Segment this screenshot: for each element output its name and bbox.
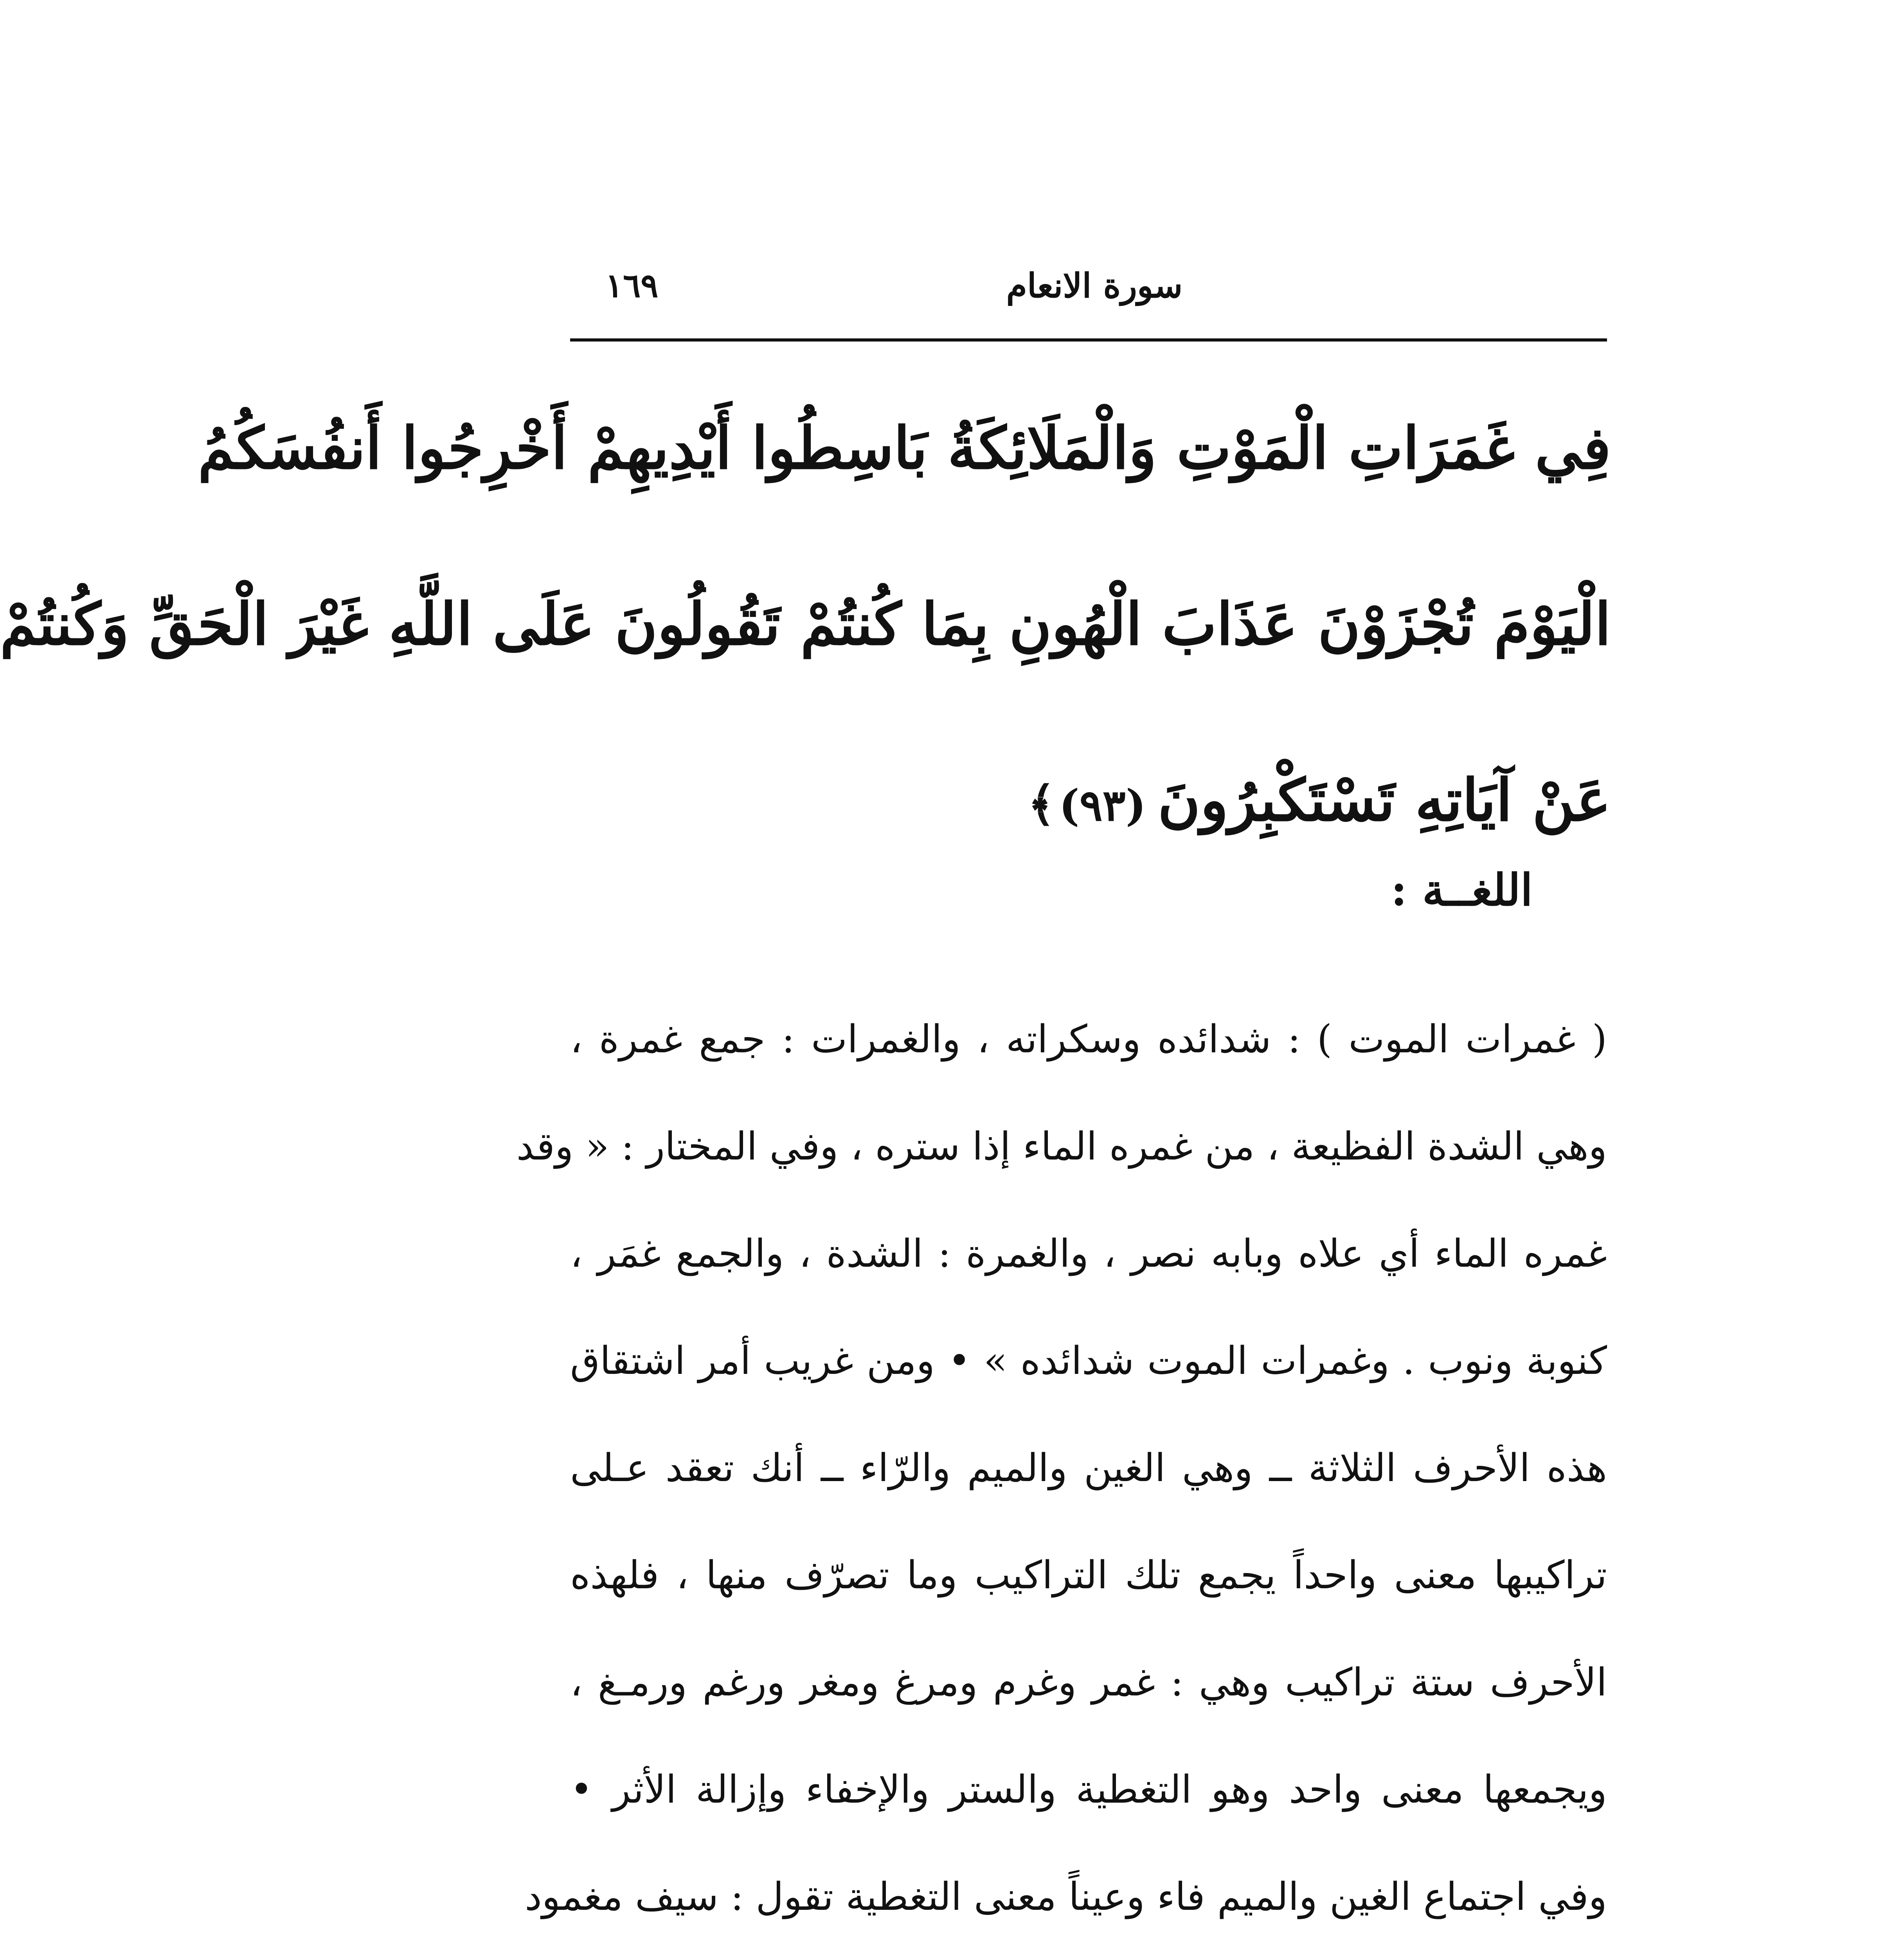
commentary-line: تراكيبها معنى واحداً يجمع تلك التراكيب وما تصرّف منها ، فلهذه	[570, 1553, 1607, 1598]
verse-line-3-text: عَنْ آيَاتِهِ تَسْتَكْبِرُونَ	[1157, 766, 1611, 834]
commentary-line: الأحرف ستة تراكيب وهي : غمر وغرم ومرغ ومغر ورغم ورمـغ ،	[570, 1660, 1607, 1705]
commentary-line: وهي الشدة الفظيعة ، من غمره الماء إذا ستره ، وفي المختار : « وقد	[516, 1124, 1607, 1169]
commentary-line: ويجمعها معنى واحد وهو التغطية والستر والإخفاء وإزالة الأثر •	[570, 1767, 1607, 1812]
ayah-number-marker: (٩٣)	[1059, 780, 1146, 831]
verse-line-2: الْيَوْمَ تُجْزَوْنَ عَذَابَ الْهُونِ بِمَا كُنتُمْ تَقُولُونَ عَلَى اللَّهِ غَيْرَ الْحَقِّ وَكُنتُمْ	[0, 590, 1611, 658]
commentary-line: ( غمرات الموت ) : شدائده وسكراته ، والغمرات : جمع غمرة ،	[570, 1017, 1607, 1062]
ayah-number: ٩٣	[1079, 780, 1126, 831]
running-header	[570, 250, 1607, 321]
commentary-line: غمره الماء أي علاه وبابه نصر ، والغمرة : الشدة ، والجمع غمَر ،	[570, 1231, 1607, 1276]
header-divider	[570, 338, 1607, 342]
section-heading: اللغــة :	[1391, 865, 1533, 916]
commentary-line	[570, 1951, 1607, 1956]
commentary-line: هذه الأحرف الثلاثة ــ وهي الغين والميم والرّاء ــ أنك تعقد عـلى	[570, 1446, 1607, 1490]
page-number: ١٦٩	[605, 266, 659, 305]
commentary-line: كنوبة ونوب . وغمرات الموت شدائده » • ومن غريب أمر اشتقاق	[570, 1339, 1607, 1383]
commentary-line: وفي اجتماع الغين والميم فاء وعيناً معنى التغطية تقول : سيف مغمود	[525, 1875, 1607, 1919]
verse-line-1: فِي غَمَرَاتِ الْمَوْتِ وَالْمَلَائِكَةُ بَاسِطُوا أَيْدِيهِمْ أَخْرِجُوا أَنفُسَكُمُ	[198, 414, 1611, 482]
verse-closing-bracket: ﴾	[1028, 777, 1055, 832]
commentary-body	[516, 986, 1607, 1956]
quran-verse	[0, 370, 1611, 898]
surah-title: سورة الانعام	[1006, 266, 1183, 306]
